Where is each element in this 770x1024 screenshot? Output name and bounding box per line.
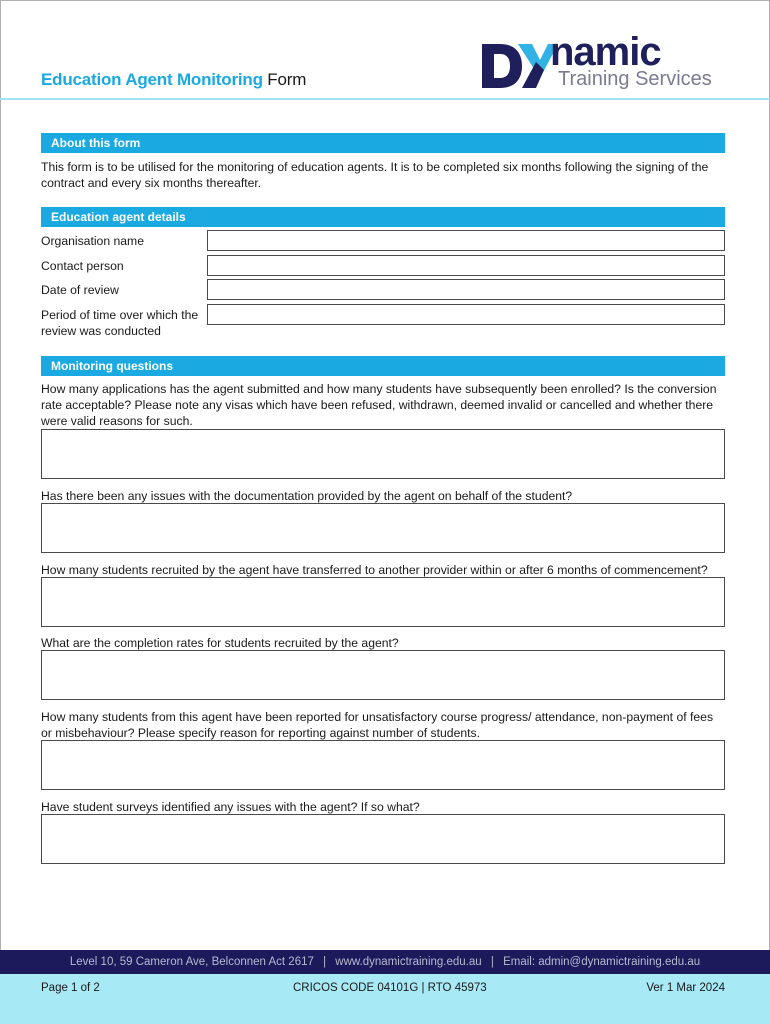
contact-person-field[interactable] <box>207 255 725 276</box>
dynamic-logo <box>478 30 728 94</box>
answer-4-field[interactable] <box>41 650 725 700</box>
footer-separator: | <box>323 956 327 968</box>
organisation-name-label: Organisation name <box>41 234 144 248</box>
footer-info-bar <box>0 974 770 1024</box>
form-title <box>41 70 306 90</box>
question-2: Has there been any issues with the documentation provided by the agent on behalf of the student? <box>41 489 573 503</box>
about-section-header: About this form <box>41 133 725 153</box>
question-6: Have student surveys identified any issues with the agent? If so what? <box>41 800 420 814</box>
answer-1-field[interactable] <box>41 429 725 479</box>
logo-subtitle: Training Services <box>558 68 712 90</box>
footer-contact-bar <box>0 950 770 974</box>
about-text: This form is to be utilised for the monitoring of education agents. It is to be completed six months following the signing of the contract and every six months thereafter. <box>41 160 709 190</box>
question-5: How many students from this agent have been reported for unsatisfactory course progress/ attendance, non-payment of fees or misbehaviour? Please specify reason for reporting against number of students. <box>41 710 714 740</box>
organisation-name-field[interactable] <box>207 230 725 251</box>
cricos-code: CRICOS CODE 04101G | RTO 45973 <box>293 982 487 994</box>
form-title-rest: Form <box>267 70 307 89</box>
page-number: Page 1 of 2 <box>41 982 100 994</box>
question-3: How many students recruited by the agent have transferred to another provider within or after 6 months of commencement? <box>41 563 708 577</box>
logo-dy-mark-icon <box>478 38 558 102</box>
answer-6-field[interactable] <box>41 814 725 864</box>
question-4: What are the completion rates for students recruited by the agent? <box>41 636 399 650</box>
agent-details-section-header: Education agent details <box>41 207 725 227</box>
monitoring-section-header: Monitoring questions <box>41 356 725 376</box>
date-of-review-field[interactable] <box>207 279 725 300</box>
footer-address: Level 10, 59 Cameron Ave, Belconnen Act 2617 <box>69 956 314 968</box>
answer-3-field[interactable] <box>41 577 725 627</box>
footer-website-link[interactable]: www.dynamictraining.edu.au <box>335 956 482 968</box>
version-label: Ver 1 Mar 2024 <box>646 982 725 994</box>
logo-word: namic <box>550 30 661 74</box>
contact-person-label: Contact person <box>41 259 124 273</box>
footer-email-link[interactable]: Email: admin@dynamictraining.edu.au <box>503 956 701 968</box>
review-period-label: Period of time over which the review was conducted <box>41 308 199 338</box>
form-title-highlight: Education Agent Monitoring <box>41 70 263 89</box>
footer-separator: | <box>490 956 494 968</box>
question-1: How many applications has the agent submitted and how many students have subsequently been enrolled? Is the conversion rate acceptable? Please note any visas which have been refused, withdrawn, deemed invalid or cancelled and whether there were valid reasons for such. <box>41 382 717 428</box>
review-period-field[interactable] <box>207 304 725 325</box>
answer-5-field[interactable] <box>41 740 725 790</box>
date-of-review-label: Date of review <box>41 283 119 297</box>
title-divider <box>0 98 770 100</box>
answer-2-field[interactable] <box>41 503 725 553</box>
